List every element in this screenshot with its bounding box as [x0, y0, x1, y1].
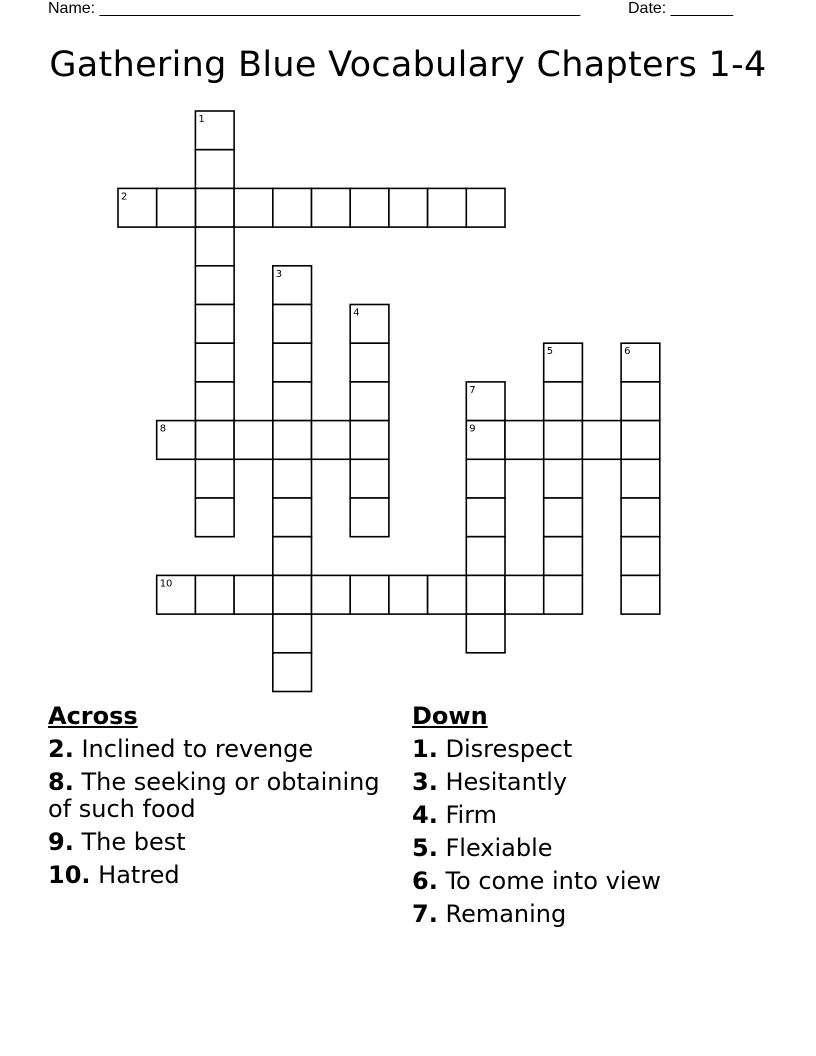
grid-cell[interactable] [621, 537, 660, 576]
clue-across-8[interactable] [48, 769, 398, 823]
clue-across-10[interactable] [48, 862, 398, 889]
grid-cell[interactable] [195, 150, 234, 189]
grid-cell[interactable] [621, 343, 660, 382]
grid-cell[interactable] [466, 188, 505, 227]
grid-cell[interactable] [195, 382, 234, 421]
grid-cell[interactable] [195, 111, 234, 150]
clue-text: Inclined to revenge [81, 735, 314, 763]
clue-number: 1. [412, 735, 438, 763]
grid-cell[interactable] [273, 305, 312, 344]
date-field-label: Date: _______ [628, 0, 733, 17]
page-title: Gathering Blue Vocabulary Chapters 1-4 [49, 45, 767, 85]
down-clues [412, 700, 752, 934]
clue-number: 2. [48, 735, 74, 763]
grid-cell[interactable] [466, 614, 505, 653]
grid-cell[interactable] [157, 575, 196, 614]
cell-number-9: 9 [469, 423, 476, 435]
across-clues [48, 700, 398, 895]
clue-text: The seeking or obtaining of such food [48, 768, 380, 823]
clue-down-7[interactable] [412, 901, 752, 928]
grid-cell[interactable] [273, 188, 312, 227]
grid-cell[interactable] [195, 227, 234, 266]
grid-cell[interactable] [350, 188, 389, 227]
across-heading: Across [48, 702, 138, 730]
clue-text: Hatred [98, 861, 180, 889]
grid-cell[interactable] [544, 343, 583, 382]
grid-cell[interactable] [312, 188, 351, 227]
grid-cell[interactable] [466, 421, 505, 460]
grid-cell[interactable] [466, 537, 505, 576]
grid-cell[interactable] [273, 382, 312, 421]
grid-cell[interactable] [466, 459, 505, 498]
cell-number-5: 5 [546, 346, 554, 358]
clue-text: To come into view [445, 867, 661, 895]
grid-cell[interactable] [195, 188, 234, 227]
grid-cell[interactable] [621, 459, 660, 498]
cell-number-10: 10 [159, 578, 173, 590]
grid-cell[interactable] [234, 421, 273, 460]
grid-cell[interactable] [157, 188, 196, 227]
grid-cell[interactable] [273, 498, 312, 537]
grid-cell[interactable] [195, 575, 234, 614]
grid-cell[interactable] [195, 266, 234, 305]
grid-cell[interactable] [350, 421, 389, 460]
grid-cell[interactable] [544, 459, 583, 498]
grid-cell[interactable] [273, 614, 312, 653]
clue-text: Disrespect [445, 735, 573, 763]
clue-down-1[interactable] [412, 736, 752, 763]
clue-text: The best [81, 828, 186, 856]
clue-text: Remaning [445, 900, 567, 928]
grid-cell[interactable] [273, 653, 312, 692]
grid-cell[interactable] [544, 575, 583, 614]
grid-cell[interactable] [195, 459, 234, 498]
clue-number: 9. [48, 828, 74, 856]
grid-cell[interactable] [273, 537, 312, 576]
grid-cell[interactable] [350, 498, 389, 537]
grid-cell[interactable] [234, 188, 273, 227]
grid-cell[interactable] [544, 537, 583, 576]
grid-cell[interactable] [195, 305, 234, 344]
grid-cell[interactable] [505, 421, 544, 460]
clue-text: Flexiable [445, 834, 553, 862]
grid-cell[interactable] [466, 575, 505, 614]
name-field-label: Name: ______________________________________________________ [48, 0, 581, 17]
header [48, 0, 748, 20]
grid-cell[interactable] [582, 421, 621, 460]
down-heading: Down [412, 702, 488, 730]
grid-cell[interactable] [195, 421, 234, 460]
grid-cell[interactable] [466, 498, 505, 537]
cell-number-3: 3 [275, 268, 283, 280]
grid-cell[interactable] [350, 575, 389, 614]
cell-number-2: 2 [121, 191, 128, 203]
clue-number: 3. [412, 768, 438, 796]
grid-cell[interactable] [621, 498, 660, 537]
cell-number-8: 8 [159, 423, 167, 435]
grid-cell[interactable] [157, 421, 196, 460]
grid-cell[interactable] [350, 343, 389, 382]
cell-number-4: 4 [353, 307, 360, 319]
clue-across-9[interactable] [48, 829, 398, 856]
cell-number-6: 6 [624, 346, 631, 358]
clue-across-2[interactable] [48, 736, 398, 763]
grid-cell[interactable] [389, 188, 428, 227]
grid-cell[interactable] [428, 188, 467, 227]
grid-cell[interactable] [621, 382, 660, 421]
grid-cell[interactable] [195, 343, 234, 382]
grid-cell[interactable] [195, 498, 234, 537]
clue-number: 6. [412, 867, 438, 895]
clue-down-6[interactable] [412, 868, 752, 895]
grid-cell[interactable] [544, 382, 583, 421]
grid-cell[interactable] [273, 575, 312, 614]
clue-number: 5. [412, 834, 438, 862]
grid-cell[interactable] [312, 575, 351, 614]
grid-cell[interactable] [350, 305, 389, 344]
clue-down-3[interactable] [412, 769, 752, 796]
grid-cell[interactable] [389, 575, 428, 614]
grid-cell[interactable] [118, 188, 157, 227]
grid-cell[interactable] [621, 421, 660, 460]
clue-down-5[interactable] [412, 835, 752, 862]
clue-number: 8. [48, 768, 74, 796]
cell-number-7: 7 [469, 384, 476, 396]
grid-cell[interactable] [350, 382, 389, 421]
grid-cell[interactable] [312, 421, 351, 460]
clue-text: Hesitantly [445, 768, 568, 796]
clue-text: Firm [445, 801, 498, 829]
grid-cell[interactable] [621, 575, 660, 614]
cell-number-1: 1 [198, 114, 205, 125]
grid-cell[interactable] [544, 421, 583, 460]
grid-cell[interactable] [505, 575, 544, 614]
clue-number: 4. [412, 801, 438, 829]
grid-cell[interactable] [273, 421, 312, 460]
grid-cell[interactable] [350, 459, 389, 498]
grid-cell[interactable] [273, 459, 312, 498]
clue-number: 7. [412, 900, 438, 928]
clue-number: 10. [48, 861, 91, 889]
grid-cell[interactable] [273, 343, 312, 382]
grid-cell[interactable] [234, 575, 273, 614]
grid-cell[interactable] [544, 498, 583, 537]
clue-down-4[interactable] [412, 802, 752, 829]
grid-cell[interactable] [428, 575, 467, 614]
grid-cell[interactable] [466, 382, 505, 421]
grid-cell[interactable] [273, 266, 312, 305]
